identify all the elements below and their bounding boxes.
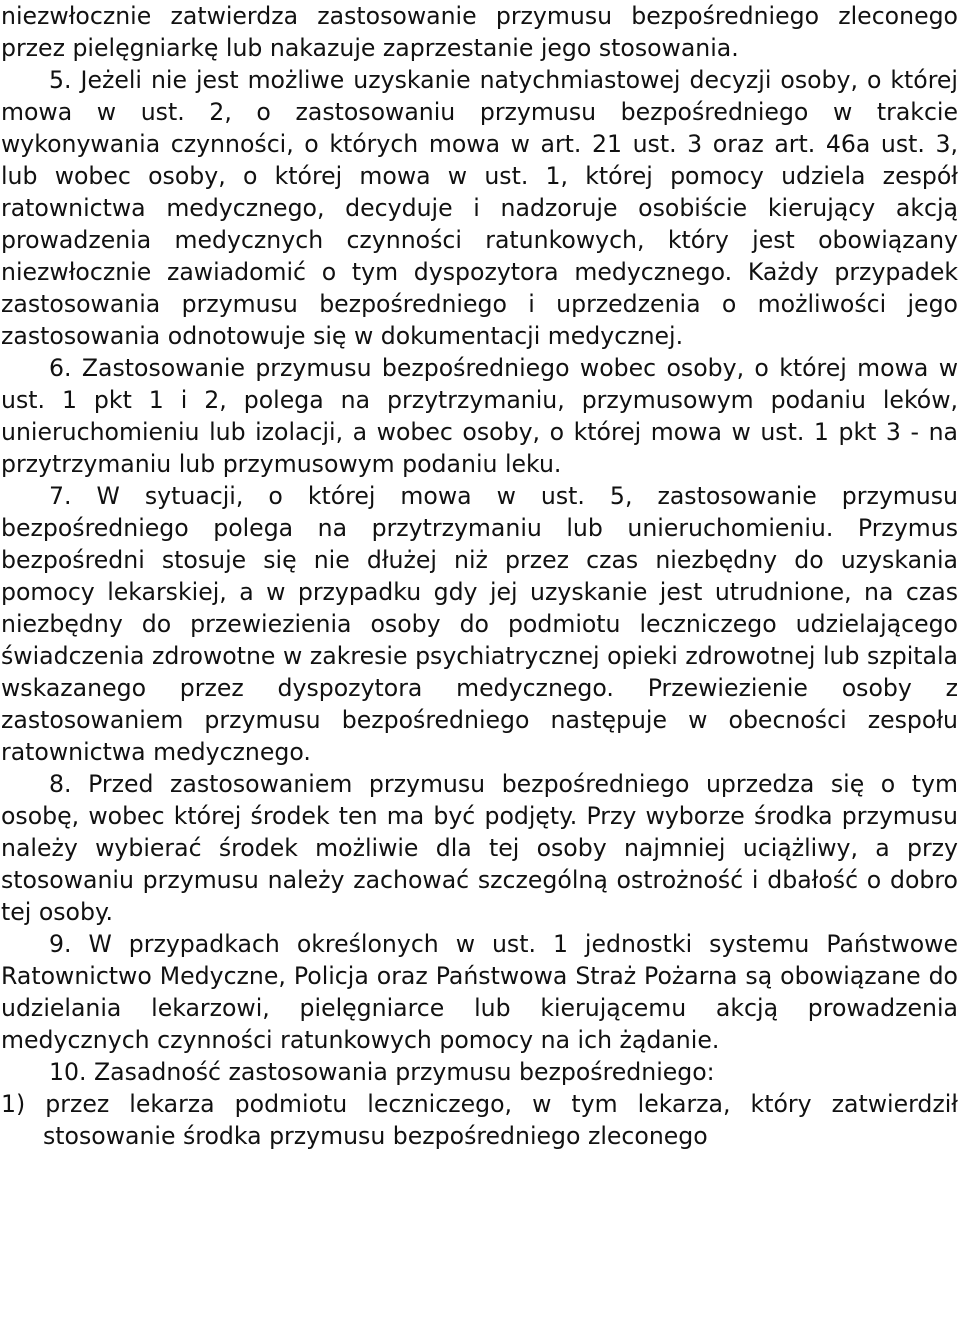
paragraph-7: 7. W sytuacji, o której mowa w ust. 5, zastosowanie przymusu bezpośredniego polega na przytrzymaniu lub unieruchomieniu. Przymus bezpośredni stosuje się nie dłużej niż przez czas niezbędny do uzyskania pomocy lekarskiej, a w przypadku gdy jej uzyskanie jest utrudnione, na czas niezbędny do przewiezienia osoby do podmiotu leczniczego udzielającego świadczenia zdrowotne w zakresie psychiatrycznej opieki zdrowotnej lub szpitala wskazanego przez dyspozytora medycznego. Przewiezienie osoby z zastosowaniem przymusu bezpośredniego następuje w obecności zespołu ratownictwa medycznego. [1, 482, 958, 766]
paragraph-8: 8. Przed zastosowaniem przymusu bezpośredniego uprzedza się o tym osobę, wobec której środek ten ma być podjęty. Przy wyborze środka przymusu należy wybierać środek możliwie dla tej osoby najmniej uciążliwy, a przy stosowaniu przymusu należy zachować szczególną ostrożność i dbałość o dobro tej osoby. [1, 770, 958, 926]
paragraph-6: 6. Zastosowanie przymusu bezpośredniego wobec osoby, o której mowa w ust. 1 pkt 1 i 2, polega na przytrzymaniu, przymusowym podaniu leków, unieruchomieniu lub izolacji, a wobec osoby, o której mowa w ust. 1 pkt 3 - na przytrzymaniu lub przymusowym podaniu leku. [1, 354, 958, 478]
paragraph-9: 9. W przypadkach określonych w ust. 1 jednostki systemu Państwowe Ratownictwo Medyczne, Policja oraz Państwowa Straż Pożarna są obowiązane do udzielania lekarzowi, pielęgniarce lub kierującemu akcją prowadzenia medycznych czynności ratunkowych pomocy na ich żądanie. [1, 930, 958, 1054]
paragraph-continuation: niezwłocznie zatwierdza zastosowanie przymusu bezpośredniego zleconego przez pielęgniarkę lub nakazuje zaprzestanie jego stosowania. [1, 2, 958, 62]
paragraph-5: 5. Jeżeli nie jest możliwe uzyskanie natychmiastowej decyzji osoby, o której mowa w ust. 2, o zastosowaniu przymusu bezpośredniego w trakcie wykonywania czynności, o których mowa w art. 21 ust. 3 oraz art. 46a ust. 3, lub wobec osoby, o której mowa w ust. 1, której pomocy udziela zespół ratownictwa medycznego, decyduje i nadzoruje osobiście kierujący akcją prowadzenia medycznych czynności ratunkowych, który jest obowiązany niezwłocznie zawiadomić o tym dyspozytora medycznego. Każdy przypadek zastosowania przymusu bezpośredniego i uprzedzenia o możliwości jego zastosowania odnotowuje się w dokumentacji medycznej. [1, 66, 958, 350]
paragraph-10: 10. Zasadność zastosowania przymusu bezpośredniego: [49, 1058, 715, 1086]
list-item-1: 1) przez lekarza podmiotu leczniczego, w tym lekarza, który zatwierdził stosowanie środka przymusu bezpośredniego zleconego [1, 1090, 958, 1150]
